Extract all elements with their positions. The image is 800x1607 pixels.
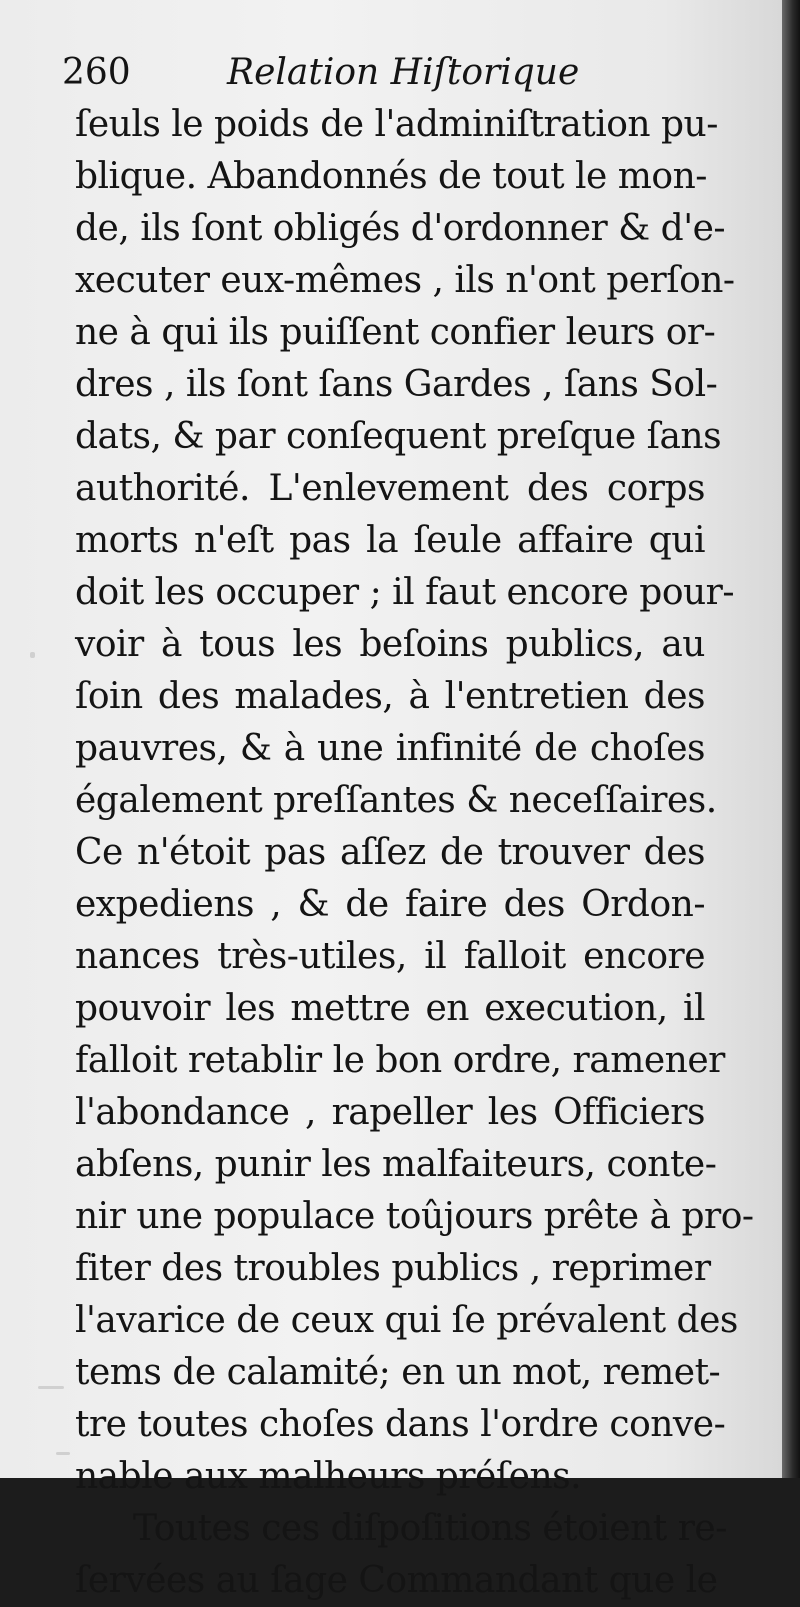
text-line: ſoin des malades, à l'entretien des (75, 676, 705, 717)
text-line: nir une populace toûjours prête à pro- (75, 1196, 754, 1237)
text-line: de, ils ſont obligés d'ordonner & d'e- (75, 208, 726, 249)
page-number: 260 (62, 52, 131, 93)
text-line-paragraph-end: nable aux malheurs préſens. (75, 1456, 582, 1497)
text-line: également preſſantes & neceſſaires. (75, 780, 717, 821)
text-line: morts n'eſt pas la ſeule affaire qui (75, 520, 705, 561)
text-line: tre toutes choſes dans l'ordre conve- (75, 1404, 726, 1445)
paper-blemish (38, 1386, 64, 1389)
paper-blemish (30, 652, 35, 658)
text-line: blique. Abandonnés de tout le mon- (75, 156, 707, 197)
text-line: pauvres, & à une infinité de choſes (75, 728, 705, 769)
body-text (75, 99, 754, 1607)
text-line: l'avarice de ceux qui ſe prévalent des (75, 1300, 738, 1341)
text-line: dats, & par conſequent preſque ſans (75, 416, 722, 457)
text-line: l'abondance , rapeller les Officiers (75, 1092, 705, 1133)
text-line: Ce n'étoit pas aſſez de trouver des (75, 832, 705, 873)
running-head (62, 48, 702, 98)
text-line: voir à tous les beſoins publics, au (75, 624, 705, 665)
text-line: dres , ils ſont ſans Gardes , ſans Sol- (75, 364, 718, 405)
page-edge-shadow (782, 0, 800, 1478)
text-line: doit les occuper ; il faut encore pour- (75, 572, 735, 613)
text-line-paragraph-start: Toutes ces diſpoſitions étoient re- (133, 1508, 727, 1549)
paper-blemish (56, 1452, 70, 1455)
running-title: Relation Hiſtorique (227, 52, 580, 93)
text-line: ſervées au ſage Commandant que le (75, 1560, 718, 1601)
text-line: falloit retablir le bon ordre, ramener (75, 1040, 725, 1081)
text-line: ne à qui ils puiſſent confier leurs or- (75, 312, 716, 353)
text-line: fiter des troubles publics , reprimer (75, 1248, 711, 1289)
text-line: xecuter eux-mêmes , ils n'ont perſon- (75, 260, 735, 301)
text-line: ſeuls le poids de l'adminiſtration pu- (75, 104, 718, 145)
text-line: authorité. L'enlevement des corps (75, 468, 705, 509)
text-line: expediens , & de faire des Ordon- (75, 884, 705, 925)
text-line: pouvoir les mettre en execution, il (75, 988, 705, 1029)
text-line: nances très-utiles, il falloit encore (75, 936, 705, 977)
text-line: tems de calamité; en un mot, remet- (75, 1352, 721, 1393)
text-line: abſens, punir les malfaiteurs, conte- (75, 1144, 717, 1185)
